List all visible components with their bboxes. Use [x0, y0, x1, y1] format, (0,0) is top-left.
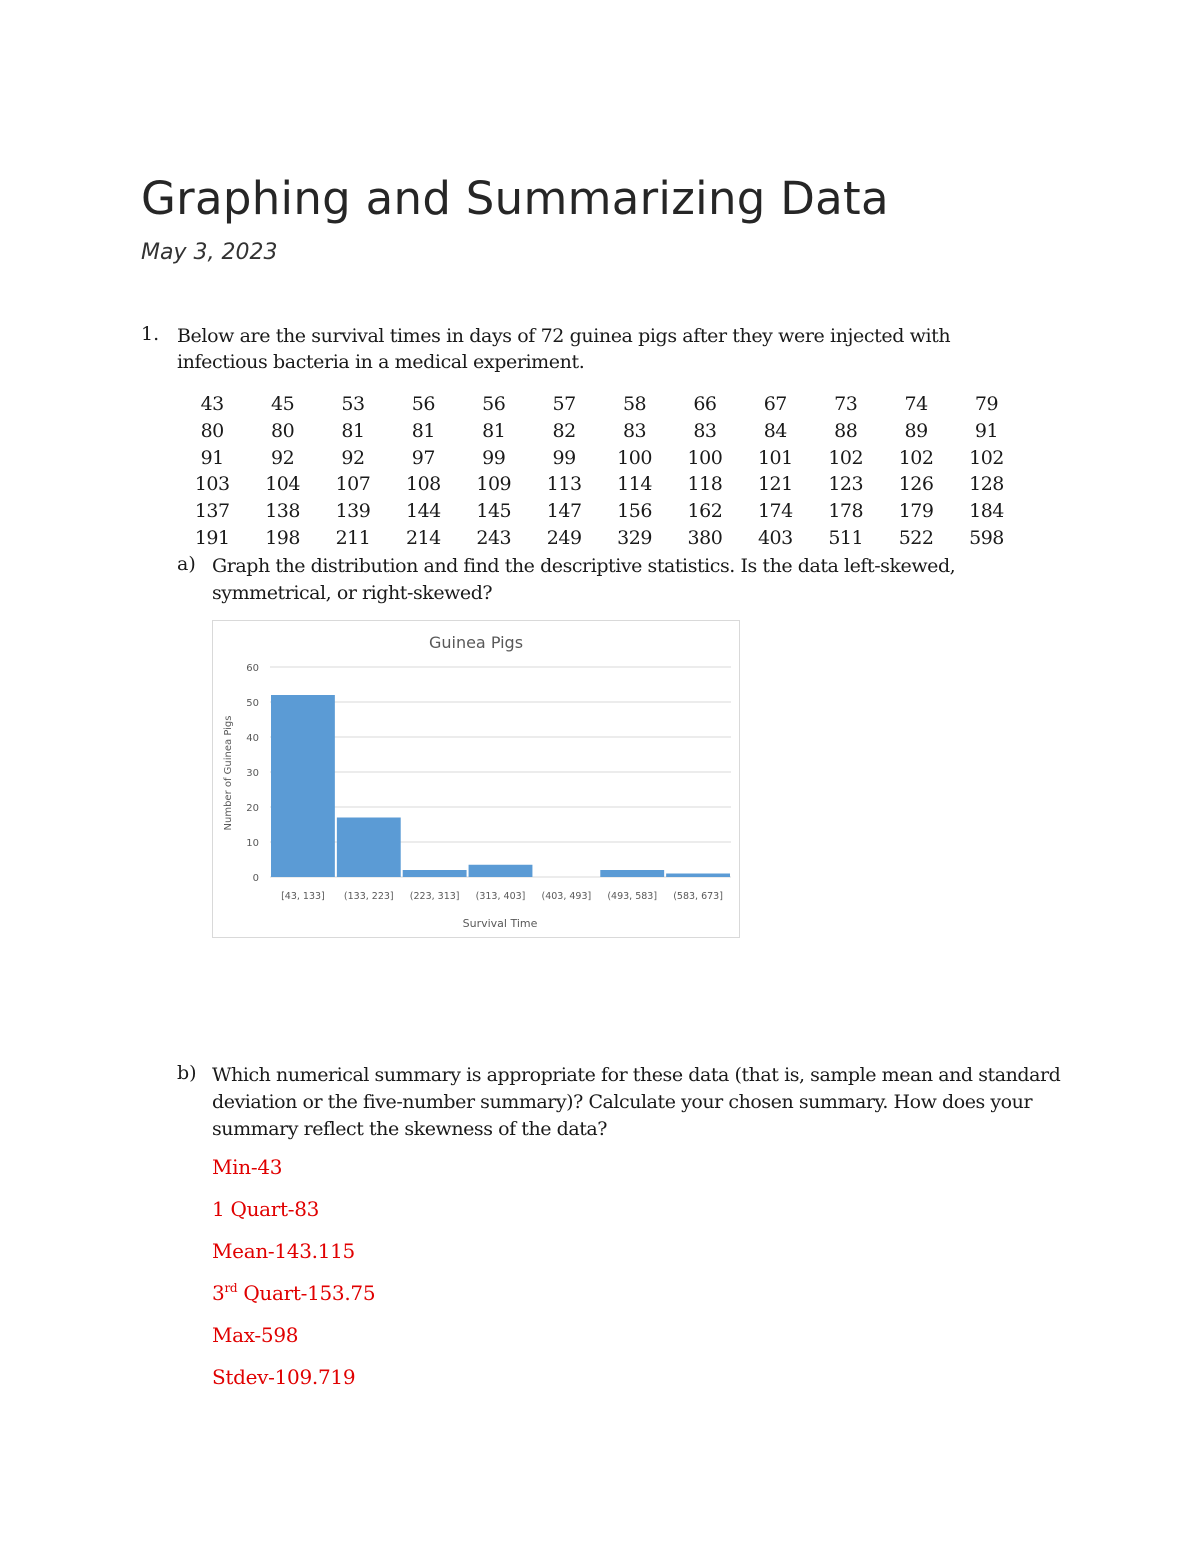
- survival-time-cell: 83: [622, 419, 647, 442]
- histogram-bar: [469, 865, 533, 877]
- survival-time-cell: 92: [270, 446, 295, 469]
- x-tick-label: (493, 583]: [607, 891, 658, 902]
- survival-time-cell: 91: [200, 446, 224, 469]
- survival-time-cell: 102: [898, 446, 934, 469]
- histogram-bar: [403, 870, 467, 877]
- x-tick-label: (583, 673]: [673, 891, 723, 902]
- survival-time-cell: 128: [969, 473, 1004, 496]
- y-tick-label: 30: [246, 768, 259, 779]
- survival-time-cell: 174: [757, 500, 793, 523]
- survival-time-cell: 108: [405, 473, 441, 496]
- survival-time-cell: 53: [341, 393, 365, 415]
- survival-time-cell: 81: [341, 419, 365, 442]
- y-tick-label: 20: [246, 803, 259, 814]
- survival-time-cell: 380: [687, 526, 723, 549]
- part-b-label: b): [177, 1062, 197, 1084]
- x-tick-label: (313, 403]: [475, 891, 526, 902]
- x-tick-label: [43, 133]: [281, 891, 325, 902]
- survival-time-cell: 66: [693, 393, 717, 415]
- survival-time-cell: 103: [194, 473, 230, 496]
- survival-time-cell: 144: [405, 500, 441, 523]
- survival-time-cell: 598: [969, 526, 1004, 549]
- survival-time-cell: 99: [482, 446, 506, 469]
- histogram-bar: [271, 695, 335, 877]
- survival-time-cell: 88: [834, 419, 858, 442]
- answer-stdev: Stdev-109.719: [212, 1365, 356, 1389]
- survival-time-cell: 139: [335, 500, 371, 523]
- survival-time-cell: 100: [617, 446, 652, 469]
- survival-time-cell: 97: [411, 446, 435, 469]
- survival-time-cell: 214: [405, 526, 441, 549]
- survival-time-cell: 80: [200, 419, 224, 442]
- survival-time-cell: 522: [898, 526, 934, 549]
- y-axis-label: Number of Guinea Pigs: [223, 715, 234, 831]
- y-tick-label: 40: [246, 733, 259, 744]
- survival-time-cell: 56: [482, 393, 506, 415]
- survival-time-cell: 92: [341, 446, 365, 469]
- x-tick-label: (223, 313]: [409, 891, 460, 902]
- survival-time-cell: 100: [687, 446, 723, 469]
- y-tick-label: 60: [246, 663, 259, 674]
- document-date: May 3, 2023: [141, 240, 278, 265]
- survival-time-cell: 329: [617, 526, 652, 549]
- part-b-text: Which numerical summary is appropriate for these data (that is, sample mean and standard deviation or the five-number summary)? Calculate your chosen summary. How does your summary reflect the skewness of the data?: [212, 1064, 1061, 1140]
- y-tick-label: 50: [246, 698, 259, 709]
- histogram-chart: [212, 620, 740, 938]
- survival-time-cell: 83: [693, 419, 717, 442]
- survival-time-cell: 84: [763, 419, 787, 442]
- survival-time-cell: 81: [482, 419, 506, 442]
- survival-time-cell: 104: [265, 473, 300, 496]
- histogram-bar: [666, 874, 730, 878]
- x-tick-label: (133, 223]: [343, 891, 394, 902]
- survival-time-cell: 184: [969, 500, 1004, 523]
- q3-prefix: 3: [212, 1281, 225, 1305]
- survival-time-cell: 191: [194, 526, 230, 549]
- survival-time-cell: 126: [898, 473, 934, 496]
- q3-rest: Quart-153.75: [237, 1281, 376, 1305]
- chart-title: Guinea Pigs: [428, 633, 524, 652]
- survival-time-cell: 67: [763, 393, 787, 415]
- survival-time-cell: 511: [828, 526, 864, 549]
- survival-time-cell: 114: [617, 473, 652, 496]
- survival-time-cell: 118: [687, 473, 723, 496]
- answer-max: Max-598: [212, 1323, 299, 1347]
- survival-time-cell: 91: [974, 419, 999, 442]
- question-text: Below are the survival times in days of 72 guinea pigs after they were injected with infectious bacteria in a medical experiment.: [177, 325, 951, 373]
- survival-time-cell: 138: [265, 500, 300, 523]
- y-tick-label: 10: [246, 838, 259, 849]
- histogram-bar: [337, 818, 401, 878]
- survival-time-cell: 58: [622, 393, 647, 415]
- survival-time-cell: 178: [828, 500, 864, 523]
- x-tick-label: (403, 493]: [541, 891, 592, 902]
- part-a-label: a): [177, 553, 196, 575]
- survival-time-cell: 102: [969, 446, 1004, 469]
- survival-time-cell: 99: [552, 446, 576, 469]
- survival-time-cell: 113: [546, 473, 582, 496]
- survival-time-cell: 45: [270, 393, 295, 415]
- survival-time-cell: 198: [265, 526, 300, 549]
- histogram-svg: [213, 621, 739, 937]
- survival-time-cell: 403: [757, 526, 793, 549]
- survival-time-cell: 123: [828, 473, 864, 496]
- survival-time-cell: 102: [828, 446, 864, 469]
- answer-first-quartile: 1 Quart-83: [212, 1197, 320, 1221]
- survival-time-cell: 74: [904, 393, 928, 415]
- survival-time-cell: 147: [546, 500, 582, 523]
- q3-superscript: rd: [224, 1281, 238, 1295]
- survival-time-cell: 109: [476, 473, 512, 496]
- survival-time-cell: 73: [834, 393, 858, 415]
- answer-third-quartile: [212, 1281, 375, 1305]
- survival-time-cell: 89: [904, 419, 928, 442]
- survival-time-cell: 57: [552, 393, 576, 415]
- survival-time-cell: 121: [757, 473, 793, 496]
- survival-time-cell: 80: [270, 419, 295, 442]
- survival-time-cell: 179: [898, 500, 934, 523]
- y-tick-label: 0: [252, 873, 259, 884]
- survival-time-cell: 43: [200, 393, 224, 415]
- survival-time-cell: 156: [617, 500, 652, 523]
- part-a-text: Graph the distribution and find the descriptive statistics. Is the data left-skewed, symmetrical, or right-skewed?: [212, 555, 956, 604]
- survival-time-cell: 243: [476, 526, 512, 549]
- survival-time-cell: 137: [194, 500, 230, 523]
- survival-time-cell: 211: [335, 526, 371, 549]
- survival-time-cell: 56: [411, 393, 435, 415]
- survival-time-cell: 101: [757, 446, 793, 469]
- x-axis-label: Survival Time: [462, 917, 538, 930]
- survival-time-cell: 79: [974, 393, 999, 415]
- question-number: 1.: [141, 323, 160, 345]
- answer-min: Min-43: [212, 1155, 283, 1179]
- survival-time-cell: 82: [552, 419, 576, 442]
- survival-times-table: [177, 391, 1012, 552]
- page-title: Graphing and Summarizing Data: [141, 172, 889, 225]
- histogram-bar: [600, 870, 664, 877]
- survival-time-cell: 145: [476, 500, 512, 523]
- survival-time-cell: 162: [687, 500, 723, 523]
- survival-time-cell: 249: [546, 526, 582, 549]
- answer-mean: Mean-143.115: [212, 1239, 355, 1263]
- survival-time-cell: 107: [335, 473, 371, 496]
- survival-time-cell: 81: [411, 419, 435, 442]
